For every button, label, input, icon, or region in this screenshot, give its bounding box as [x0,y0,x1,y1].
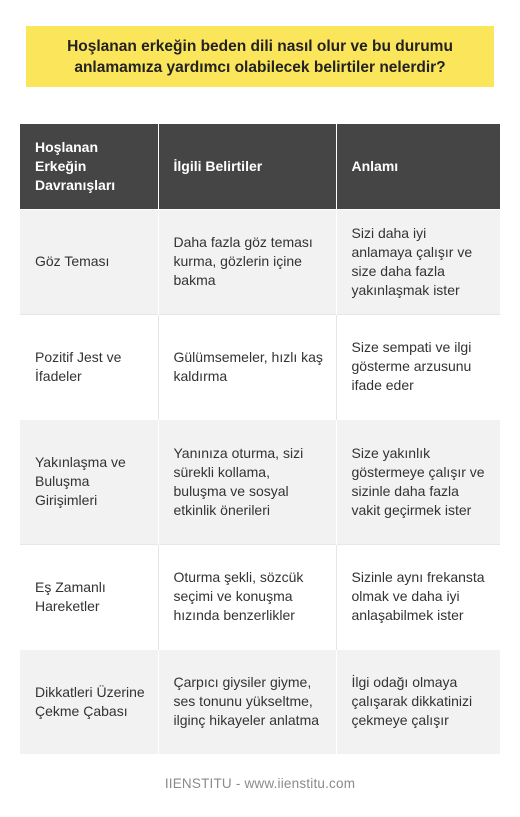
table-row [20,314,500,419]
table-cell-signs: Yanınıza oturma, sizi sürekli kollama, buluşma ve sosyal etkinlik önerileri [158,419,336,544]
table-row [20,419,500,544]
table-cell-meaning: Sizinle aynı frekansta olmak ve daha iyi anlaşabilmek ister [336,544,500,649]
table-cell-signs: Gülümsemeler, hızlı kaş kaldırma [158,314,336,419]
column-header-behaviors: Hoşlanan Erkeğin Davranışları [20,124,158,209]
column-header-signs: İlgili Belirtiler [158,124,336,209]
table-cell-signs: Daha fazla göz teması kurma, gözlerin içine bakma [158,209,336,314]
table-cell-behavior: Eş Zamanlı Hareketler [20,544,158,649]
table-cell-behavior: Pozitif Jest ve İfadeler [20,314,158,419]
table-cell-meaning: Size sempati ve ilgi gösterme arzusunu ifade eder [336,314,500,419]
table-cell-signs: Çarpıcı giysiler giyme, ses tonunu yükseltme, ilginç hikayeler anlatma [158,649,336,754]
footer-credit: IIENSTITU - www.iienstitu.com [164,776,356,791]
column-header-meaning: Anlamı [336,124,500,209]
table-cell-meaning: İlgi odağı olmaya çalışarak dikkatinizi çekmeye çalışır [336,649,500,754]
table-row [20,209,500,314]
table-cell-signs: Oturma şekli, sözcük seçimi ve konuşma hızında benzerlikler [158,544,336,649]
table-row [20,649,500,754]
table-cell-meaning: Size yakınlık göstermeye çalışır ve sizinle daha fazla vakit geçirmek ister [336,419,500,544]
table-cell-meaning: Sizi daha iyi anlamaya çalışır ve size daha fazla yakınlaşmak ister [336,209,500,314]
table-cell-behavior: Göz Teması [20,209,158,314]
table-cell-behavior: Dikkatleri Üzerine Çekme Çabası [20,649,158,754]
info-table [20,124,500,754]
title-banner [26,26,494,87]
page-title: Hoşlanan erkeğin beden dili nasıl olur ve bu durumu anlamamıza yardımcı olabilecek belirtiler nelerdir? [67,37,453,76]
table-row [20,544,500,649]
table-header-row [20,124,500,209]
table-cell-behavior: Yakınlaşma ve Buluşma Girişimleri [20,419,158,544]
